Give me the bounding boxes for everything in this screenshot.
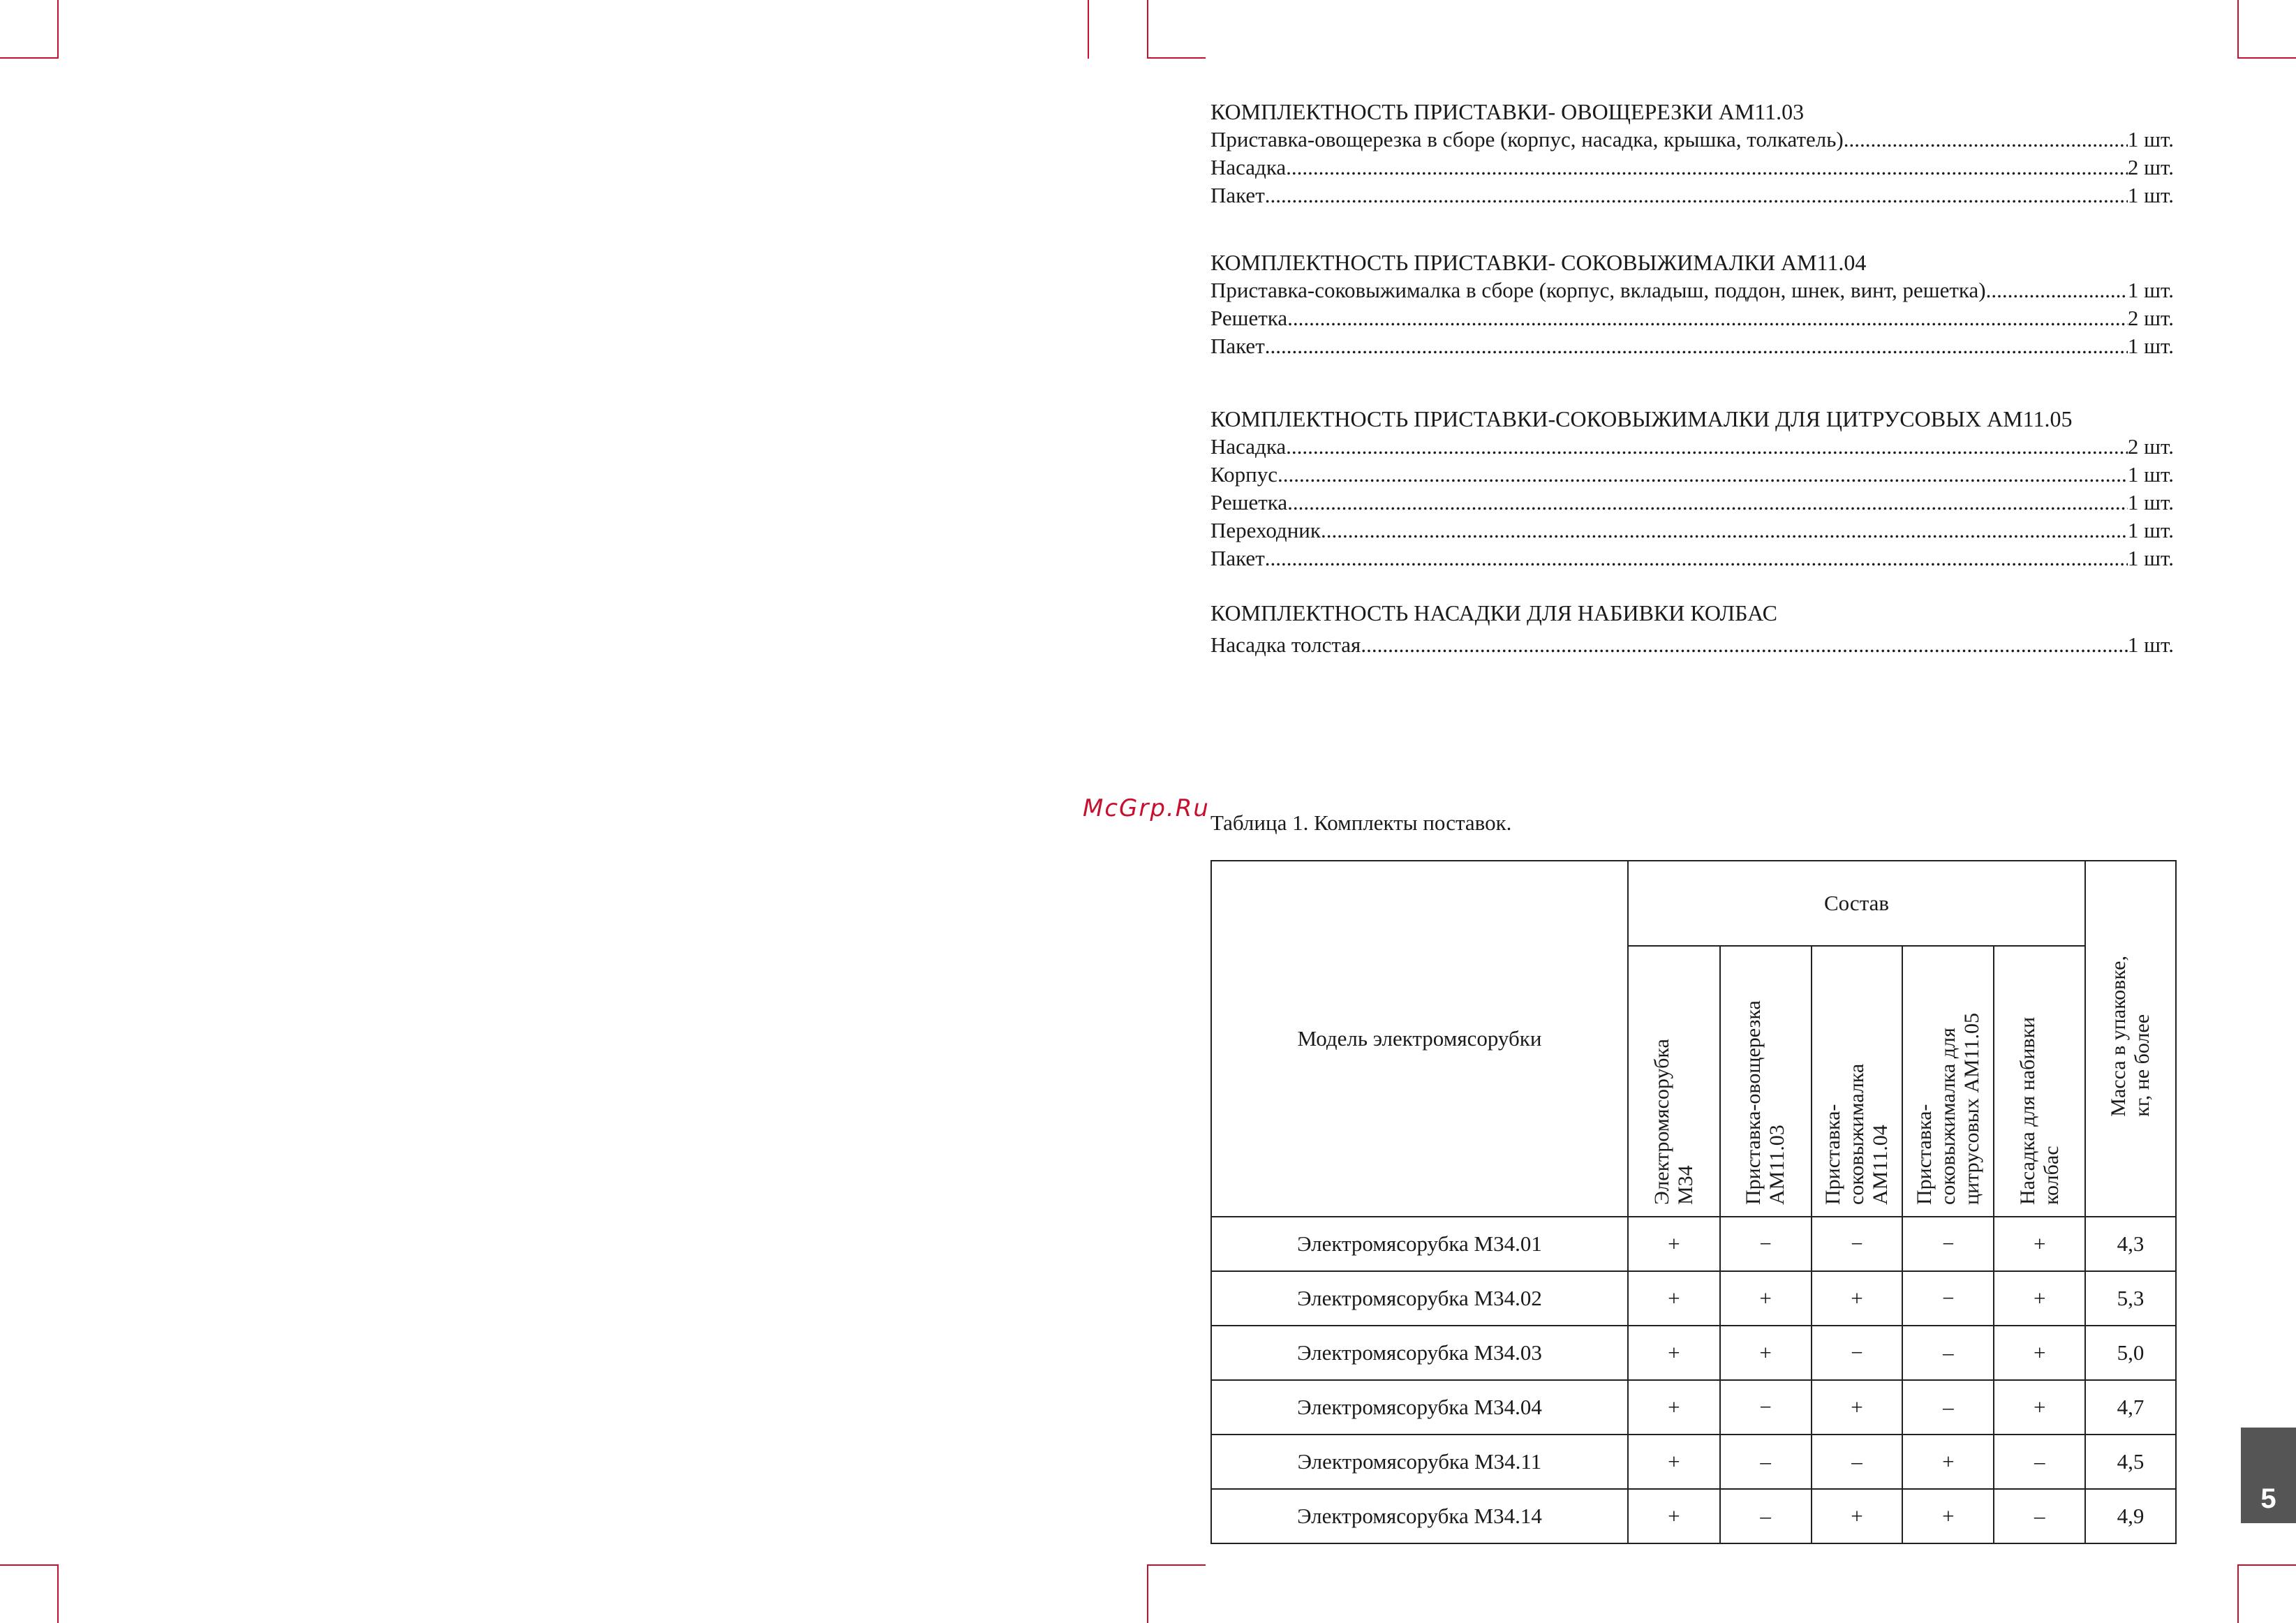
- item-name: Насадка: [1210, 155, 1287, 179]
- group-header: Состав: [1628, 861, 2085, 946]
- cell: –: [1994, 1435, 2085, 1489]
- header-line: Приставка-: [1912, 1104, 1936, 1205]
- list-item: [1210, 154, 2174, 181]
- cell: +: [1628, 1271, 1720, 1326]
- mass-header: [2085, 861, 2176, 1217]
- mass-cell: 4,3: [2085, 1217, 2176, 1271]
- mass-cell: 4,5: [2085, 1435, 2176, 1489]
- model-cell: Электромясорубка М34.01: [1211, 1217, 1628, 1271]
- header-line: соковыжималка: [1844, 1063, 1868, 1205]
- watermark: McGrp.Ru: [1083, 794, 1210, 822]
- table-caption: Таблица 1. Комплекты поставок.: [1210, 810, 1512, 835]
- cell: –: [1994, 1489, 2085, 1543]
- cell: –: [1812, 1435, 1903, 1489]
- item-name: Приставка-овощерезка в сборе (корпус, насадка, крышка, толкатель): [1210, 127, 1844, 151]
- column-header-text: [1650, 952, 1698, 1205]
- section-title: КОМПЛЕКТНОСТЬ ПРИСТАВКИ- СОКОВЫЖИМАЛКИ АМ11.04: [1210, 250, 1867, 275]
- crop-mark: [2237, 1564, 2296, 1566]
- cell: +: [1994, 1271, 2085, 1326]
- crop-mark: [1147, 57, 1206, 59]
- mass-header-text: [2107, 956, 2154, 1117]
- section-title: КОМПЛЕКТНОСТЬ НАСАДКИ ДЛЯ НАБИВКИ КОЛБАС: [1210, 600, 1777, 625]
- cell: −: [1720, 1217, 1812, 1271]
- item-name: Решетка: [1210, 306, 1288, 330]
- kit-table: [1210, 860, 2177, 1544]
- cell: −: [1902, 1271, 1994, 1326]
- page-number: 5: [2260, 1483, 2276, 1514]
- cell: +: [1628, 1435, 1720, 1489]
- item-qty: 1 шт.: [2127, 632, 2174, 657]
- cell: +: [1994, 1217, 2085, 1271]
- column-header-text: [2016, 952, 2064, 1205]
- item-qty: 1 шт.: [2127, 334, 2174, 358]
- page-number-tab: [2241, 1428, 2296, 1523]
- header-line: Электромясорубка: [1650, 1039, 1673, 1205]
- column-header-text: [1742, 952, 1789, 1205]
- crop-mark: [2237, 0, 2239, 59]
- cell: +: [1628, 1380, 1720, 1435]
- header-line: соковыжималка для: [1936, 1028, 1960, 1205]
- list-item: [1210, 544, 2174, 572]
- cell: −: [1902, 1217, 1994, 1271]
- crop-mark: [2237, 57, 2296, 59]
- header-line: Насадка для набивки: [2015, 1016, 2039, 1205]
- list-item: [1210, 489, 2174, 517]
- cell: −: [1812, 1326, 1903, 1380]
- table-row: [1211, 1435, 2176, 1489]
- model-cell: Электромясорубка М34.14: [1211, 1489, 1628, 1543]
- table-row: [1211, 1326, 2176, 1380]
- column-header: [1812, 946, 1903, 1217]
- table-row: [1211, 1217, 2176, 1271]
- model-header: Модель электромясорубки: [1211, 861, 1628, 1217]
- column-header: [1628, 946, 1720, 1217]
- header-line: АМ11.03: [1765, 1125, 1789, 1205]
- list-item: [1210, 461, 2174, 489]
- item-qty: 2 шт.: [2127, 434, 2174, 459]
- item-qty: 1 шт.: [2127, 518, 2174, 542]
- cell: +: [1628, 1489, 1720, 1543]
- cell: +: [1994, 1380, 2085, 1435]
- cell: –: [1902, 1380, 1994, 1435]
- header-line: Приставка-овощерезка: [1742, 1000, 1765, 1205]
- kit-section-am1105: [1210, 405, 2174, 572]
- kit-section-am1103: [1210, 98, 2174, 209]
- header-line: колбас: [2039, 1146, 2063, 1205]
- item-qty: 2 шт.: [2127, 155, 2174, 179]
- item-name: Насадка толстая: [1210, 632, 1361, 657]
- item-name: Пакет: [1210, 334, 1265, 358]
- item-qty: 1 шт.: [2127, 127, 2174, 151]
- table-row: [1211, 1380, 2176, 1435]
- crop-mark: [1147, 1564, 1148, 1623]
- section-title: КОМПЛЕКТНОСТЬ ПРИСТАВКИ- ОВОЩЕРЕЗКИ АМ11.03: [1210, 99, 1805, 124]
- crop-mark: [2237, 1564, 2239, 1623]
- list-item: [1210, 181, 2174, 209]
- column-header: [1994, 946, 2085, 1217]
- cell: +: [1902, 1435, 1994, 1489]
- item-name: Переходник: [1210, 518, 1321, 542]
- crop-mark: [1088, 0, 1089, 59]
- crop-mark: [0, 57, 59, 59]
- item-qty: 1 шт.: [2127, 183, 2174, 207]
- column-header: [1902, 946, 1994, 1217]
- mass-cell: 4,7: [2085, 1380, 2176, 1435]
- list-item: [1210, 332, 2174, 360]
- list-item: [1210, 517, 2174, 544]
- column-header-text: [1821, 952, 1893, 1205]
- cell: +: [1812, 1271, 1903, 1326]
- column-header: [1720, 946, 1812, 1217]
- item-name: Приставка-соковыжималка в сборе (корпус, вкладыш, поддон, шнек, винт, решетка): [1210, 278, 1986, 302]
- cell: −: [1720, 1380, 1812, 1435]
- item-qty: 1 шт.: [2127, 546, 2174, 570]
- cell: −: [1812, 1217, 1903, 1271]
- cell: +: [1902, 1489, 1994, 1543]
- table-row: [1211, 1271, 2176, 1326]
- table-row: [1211, 1489, 2176, 1543]
- item-qty: 1 шт.: [2127, 278, 2174, 302]
- cell: +: [1720, 1271, 1812, 1326]
- list-item: [1210, 304, 2174, 332]
- crop-mark: [0, 1564, 59, 1566]
- mass-cell: 5,0: [2085, 1326, 2176, 1380]
- header-line: Приставка-: [1821, 1104, 1844, 1205]
- list-item: [1210, 276, 2174, 304]
- item-name: Пакет: [1210, 183, 1265, 207]
- cell: +: [1628, 1217, 1720, 1271]
- cell: –: [1720, 1435, 1812, 1489]
- list-item: [1210, 126, 2174, 154]
- model-cell: Электромясорубка М34.11: [1211, 1435, 1628, 1489]
- cell: +: [1628, 1326, 1720, 1380]
- crop-mark: [57, 1564, 59, 1623]
- cell: +: [1720, 1326, 1812, 1380]
- kit-section-sausage: [1210, 599, 2174, 659]
- item-qty: 2 шт.: [2127, 306, 2174, 330]
- list-item: [1210, 433, 2174, 461]
- header-line: кг, не более: [2131, 1014, 2154, 1117]
- item-qty: 1 шт.: [2127, 490, 2174, 514]
- item-name: Насадка: [1210, 434, 1287, 459]
- column-header-text: [1913, 952, 1984, 1205]
- model-cell: Электромясорубка М34.02: [1211, 1271, 1628, 1326]
- kit-section-am1104: [1210, 249, 2174, 360]
- item-name: Корпус: [1210, 462, 1277, 487]
- model-cell: Электромясорубка М34.04: [1211, 1380, 1628, 1435]
- cell: +: [1812, 1489, 1903, 1543]
- crop-mark: [1147, 1564, 1206, 1566]
- item-name: Решетка: [1210, 490, 1288, 514]
- item-qty: 1 шт.: [2127, 462, 2174, 487]
- cell: –: [1720, 1489, 1812, 1543]
- crop-mark: [57, 0, 59, 59]
- item-name: Пакет: [1210, 546, 1265, 570]
- header-line: Масса в упаковке,: [2107, 955, 2131, 1117]
- cell: +: [1994, 1326, 2085, 1380]
- mass-cell: 4,9: [2085, 1489, 2176, 1543]
- header-line: АМ11.04: [1868, 1125, 1892, 1205]
- list-item: [1210, 631, 2174, 659]
- header-line: М34: [1673, 1165, 1697, 1205]
- mass-cell: 5,3: [2085, 1271, 2176, 1326]
- section-title: КОМПЛЕКТНОСТЬ ПРИСТАВКИ-СОКОВЫЖИМАЛКИ ДЛЯ ЦИТРУСОВЫХ АМ11.05: [1210, 406, 2073, 431]
- crop-mark: [1147, 0, 1148, 59]
- cell: +: [1812, 1380, 1903, 1435]
- model-cell: Электромясорубка М34.03: [1211, 1326, 1628, 1380]
- cell: –: [1902, 1326, 1994, 1380]
- header-line: цитрусовых АМ11.05: [1960, 1012, 1983, 1205]
